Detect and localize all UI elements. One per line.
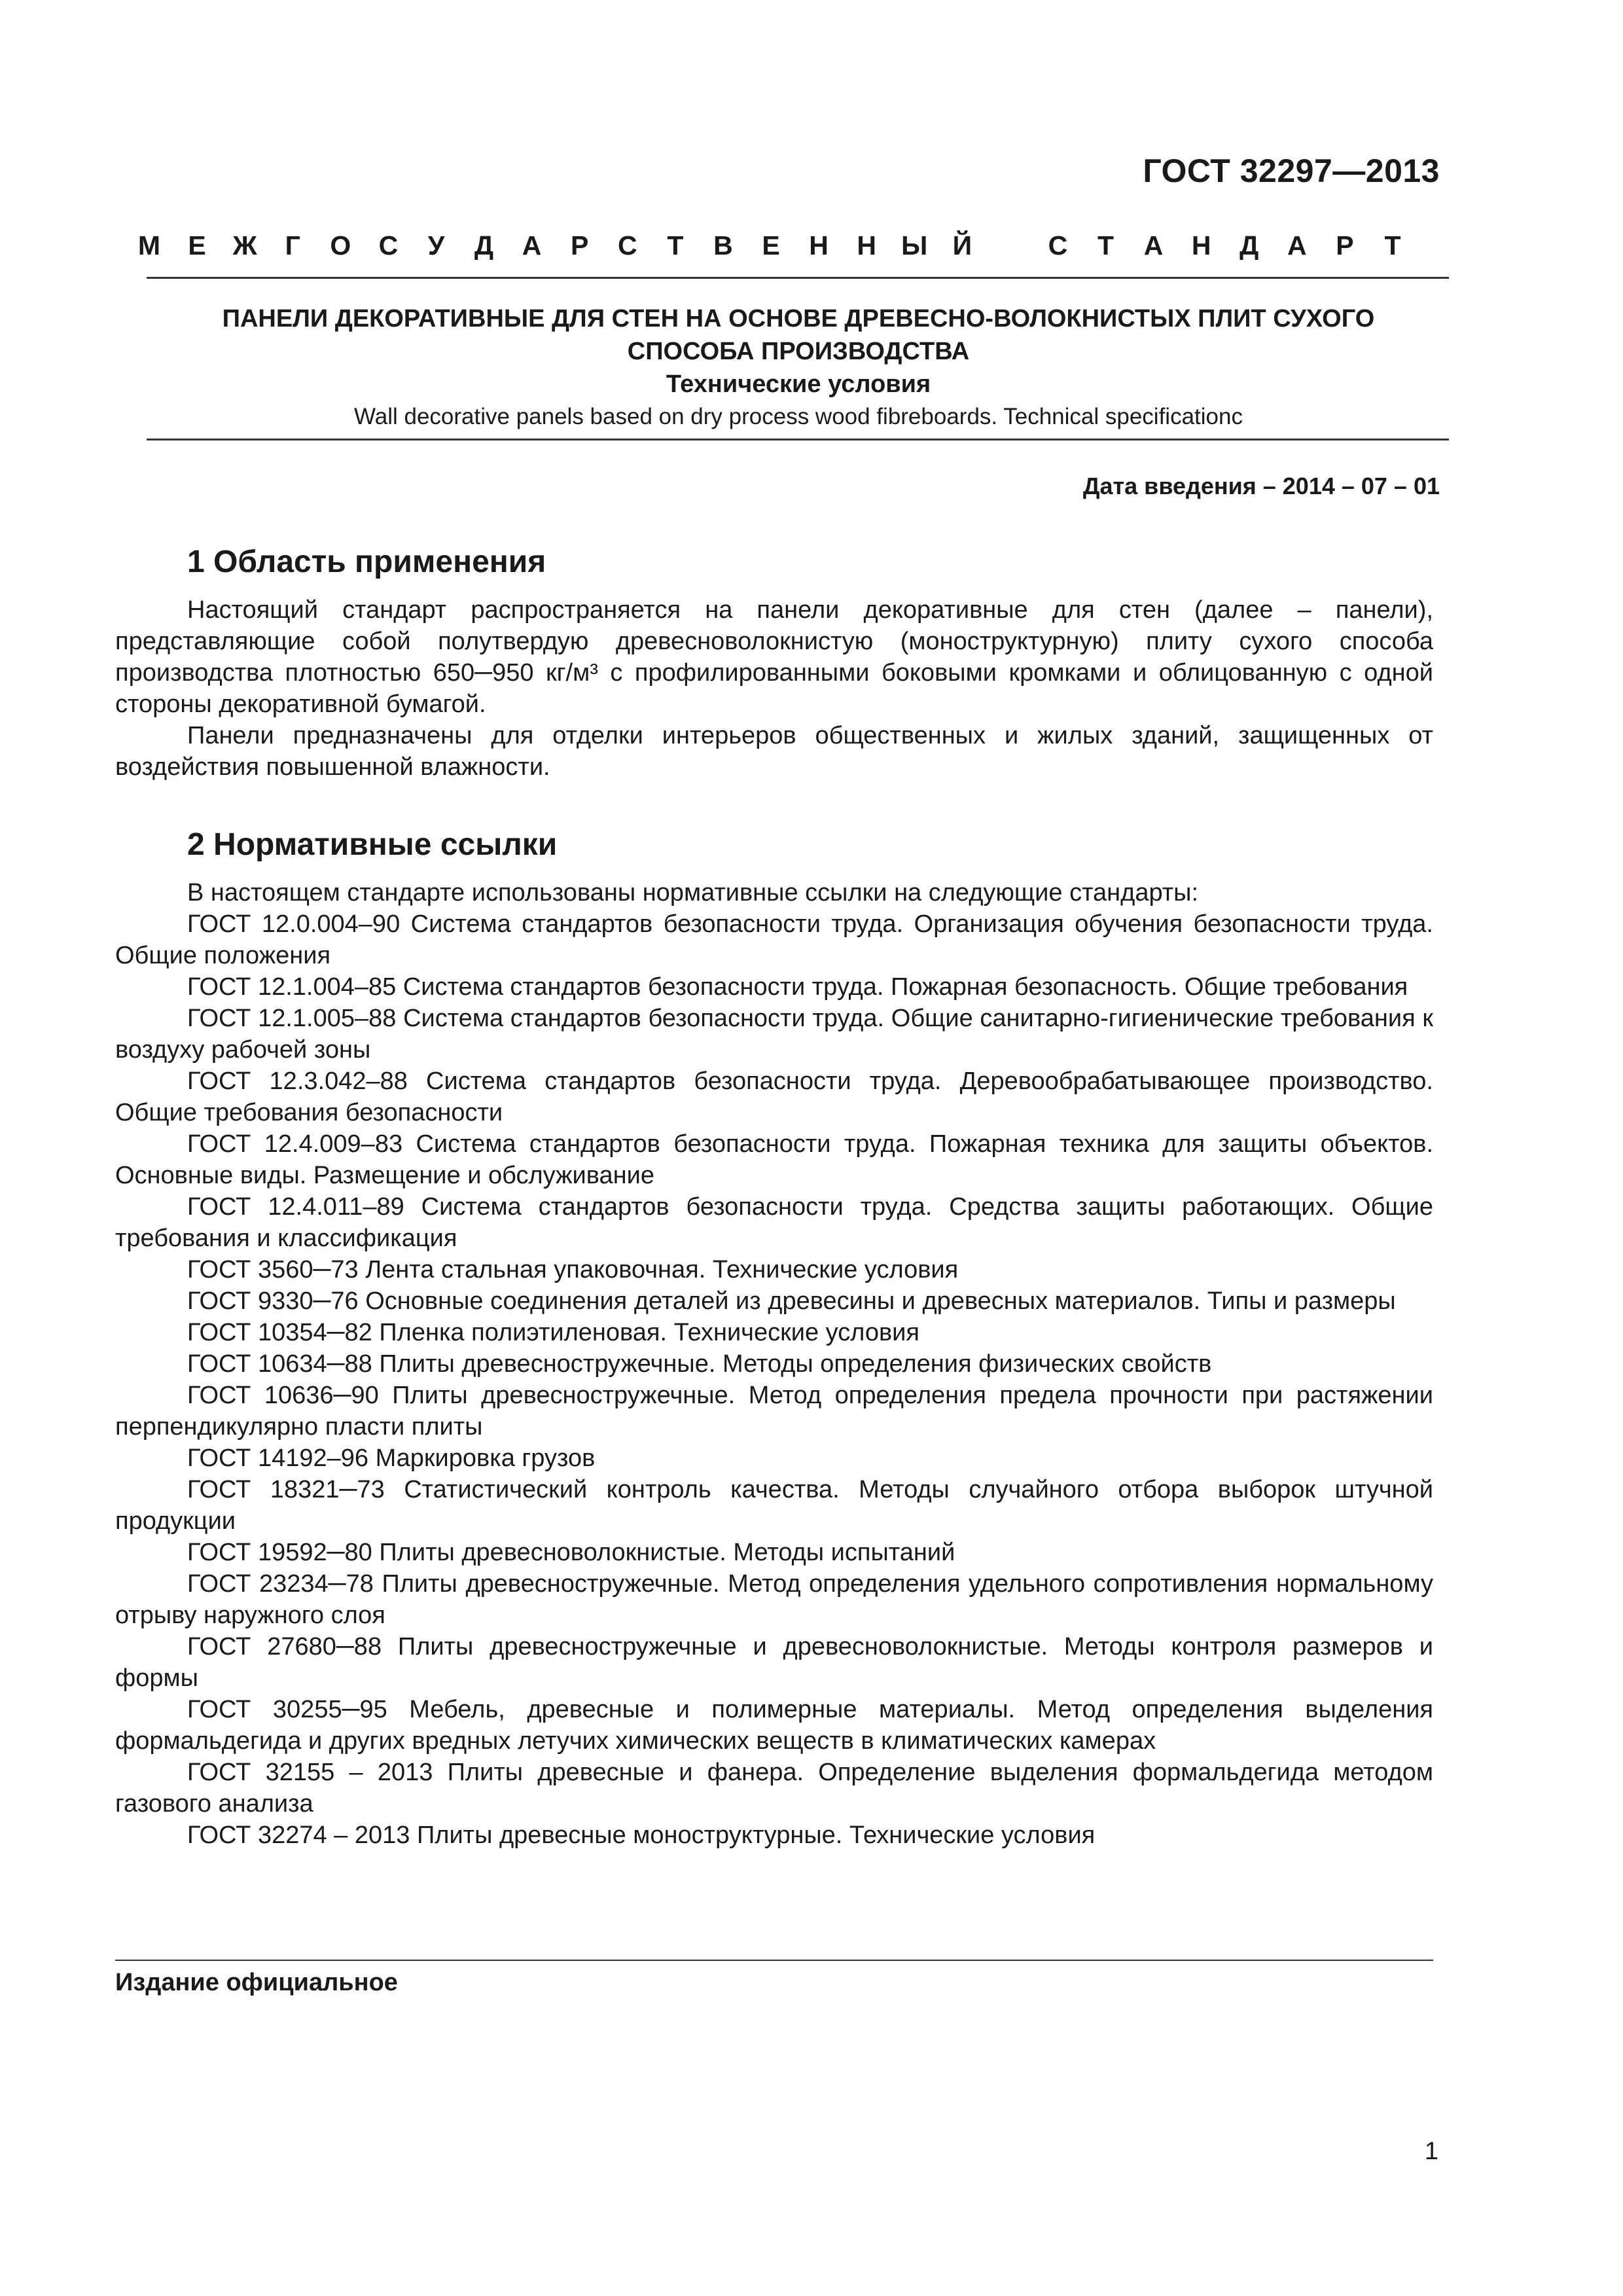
normative-reference: ГОСТ 12.1.005–88 Система стандартов безопасности труда. Общие санитарно-гигиенические требования к воздуху рабочей зоны bbox=[115, 1005, 1433, 1064]
interstate-letter: С bbox=[378, 230, 399, 260]
section-2-intro: В настоящем стандарте использованы нормативные ссылки на следующие стандарты: bbox=[187, 879, 1199, 906]
interstate-letter: В bbox=[713, 230, 733, 260]
title-divider bbox=[147, 439, 1449, 440]
title-english: Wall decorative panels based on dry process wood fibreboards. Technical specificationс bbox=[354, 404, 1243, 429]
interstate-letter: Ж bbox=[232, 230, 257, 260]
normative-reference: ГОСТ 18321─73 Статистический контроль качества. Методы случайного отбора выборок штучной продукции bbox=[115, 1476, 1433, 1535]
section-2-title: 2 Нормативные ссылки bbox=[187, 827, 558, 862]
section-1-paragraph: Панели предназначены для отделки интерьеров общественных и жилых зданий, защищенных от воздействия повышенной влажности. bbox=[115, 722, 1433, 781]
document-number: ГОСТ 32297—2013 bbox=[1143, 152, 1440, 189]
normative-reference: ГОСТ 12.4.011–89 Система стандартов безопасности труда. Средства защиты работающих. Общие требования и классификация bbox=[115, 1193, 1433, 1252]
interstate-letter: Р bbox=[571, 230, 589, 260]
title-block bbox=[131, 302, 1466, 433]
interstate-letter: Й bbox=[952, 230, 972, 260]
section-1-paragraph: Настоящий стандарт распространяется на панели декоративные для стен (далее – панели), представляющие собой полутвердую древесноволокнистую (моноструктурную) плиту сухого способа производства плотностью 650─950 кг/м³ с профилированными боковыми кромками и облицованную с одной стороны декоративной бумагой. bbox=[115, 596, 1433, 718]
normative-reference: ГОСТ 10636─90 Плиты древесностружечные. Метод определения предела прочности при растяжении перпендикулярно пласти плиты bbox=[115, 1382, 1433, 1441]
interstate-letter: А bbox=[1143, 230, 1164, 260]
interstate-letter: Т bbox=[1097, 230, 1115, 260]
interstate-letter: Е bbox=[762, 230, 780, 260]
normative-reference: ГОСТ 32155 – 2013 Плиты древесные и фанера. Определение выделения формальдегида методом газового анализа bbox=[115, 1759, 1433, 1818]
introduction-date: Дата введения – 2014 – 07 – 01 bbox=[1082, 473, 1440, 499]
interstate-letter: Т bbox=[1384, 230, 1401, 260]
normative-reference: ГОСТ 3560─73 Лента стальная упаковочная. Технические условия bbox=[187, 1256, 959, 1283]
interstate-letter: Г bbox=[285, 230, 300, 260]
footer-divider bbox=[115, 1960, 1433, 1961]
title-subtitle: Технические условия bbox=[666, 370, 931, 398]
normative-reference: ГОСТ 12.1.004–85 Система стандартов безопасности труда. Пожарная безопасность. Общие требования bbox=[187, 973, 1408, 1001]
interstate-letter: Д bbox=[474, 230, 494, 260]
page-number: 1 bbox=[1424, 2138, 1438, 2165]
interstate-letter: С bbox=[617, 230, 637, 260]
section-1-title: 1 Область применения bbox=[187, 545, 546, 579]
normative-reference: ГОСТ 10354─82 Пленка полиэтиленовая. Технические условия bbox=[187, 1319, 919, 1346]
interstate-letter: У bbox=[427, 230, 445, 260]
interstate-letter: Н bbox=[857, 230, 876, 260]
title-line-1: ПАНЕЛИ ДЕКОРАТИВНЫЕ ДЛЯ СТЕН НА ОСНОВЕ ДРЕВЕСНО-ВОЛОКНИСТЫХ ПЛИТ СУХОГО bbox=[222, 305, 1375, 332]
normative-reference: ГОСТ 27680─88 Плиты древесностружечные и древесноволокнистые. Методы контроля размеров и формы bbox=[115, 1633, 1433, 1692]
normative-reference: ГОСТ 23234─78 Плиты древесностружечные. Метод определения удельного сопротивления нормальному отрыву наружного слоя bbox=[115, 1570, 1433, 1629]
normative-reference: ГОСТ 12.3.042–88 Система стандартов безопасности труда. Деревообрабатывающее производство. Общие требования безопасности bbox=[115, 1067, 1433, 1126]
header-divider bbox=[147, 277, 1449, 279]
interstate-letter: Н bbox=[809, 230, 829, 260]
interstate-letter: Ы bbox=[901, 230, 928, 260]
interstate-letter: М bbox=[137, 230, 161, 260]
interstate-letter: А bbox=[522, 230, 542, 260]
normative-reference: ГОСТ 14192–96 Маркировка грузов bbox=[187, 1444, 596, 1472]
normative-reference: ГОСТ 12.0.004–90 Система стандартов безопасности труда. Организация обучения безопасности труда. Общие положения bbox=[115, 910, 1433, 969]
interstate-letter: Р bbox=[1336, 230, 1354, 260]
interstate-letter: Т bbox=[667, 230, 684, 260]
normative-reference: ГОСТ 19592─80 Плиты древесноволокнистые. Методы испытаний bbox=[187, 1539, 955, 1566]
official-edition-label: Издание официальное bbox=[115, 1969, 398, 1996]
normative-reference: ГОСТ 32274 – 2013 Плиты древесные моноструктурные. Технические условия bbox=[187, 1821, 1096, 1849]
interstate-letter: О bbox=[330, 230, 351, 260]
interstate-letter: Д bbox=[1240, 230, 1259, 260]
title-line-2: СПОСОБА ПРОИЗВОДСТВА bbox=[627, 338, 970, 365]
interstate-letter: С bbox=[1048, 230, 1068, 260]
normative-reference: ГОСТ 12.4.009–83 Система стандартов безопасности труда. Пожарная техника для защиты объектов. Основные виды. Размещение и обслуживание bbox=[115, 1130, 1433, 1189]
interstate-letter: Н bbox=[1191, 230, 1211, 260]
normative-reference: ГОСТ 30255─95 Мебель, древесные и полимерные материалы. Метод определения выделения формальдегида и других вредных летучих химических веществ в климатических камерах bbox=[115, 1696, 1433, 1755]
normative-reference: ГОСТ 10634─88 Плиты древесностружечные. Методы определения физических свойств bbox=[187, 1350, 1212, 1378]
normative-reference: ГОСТ 9330─76 Основные соединения деталей из древесины и древесных материалов. Типы и размеры bbox=[187, 1287, 1396, 1315]
document-body bbox=[115, 543, 1433, 1851]
interstate-letter: Е bbox=[188, 230, 206, 260]
interstate-letter: А bbox=[1287, 230, 1307, 260]
